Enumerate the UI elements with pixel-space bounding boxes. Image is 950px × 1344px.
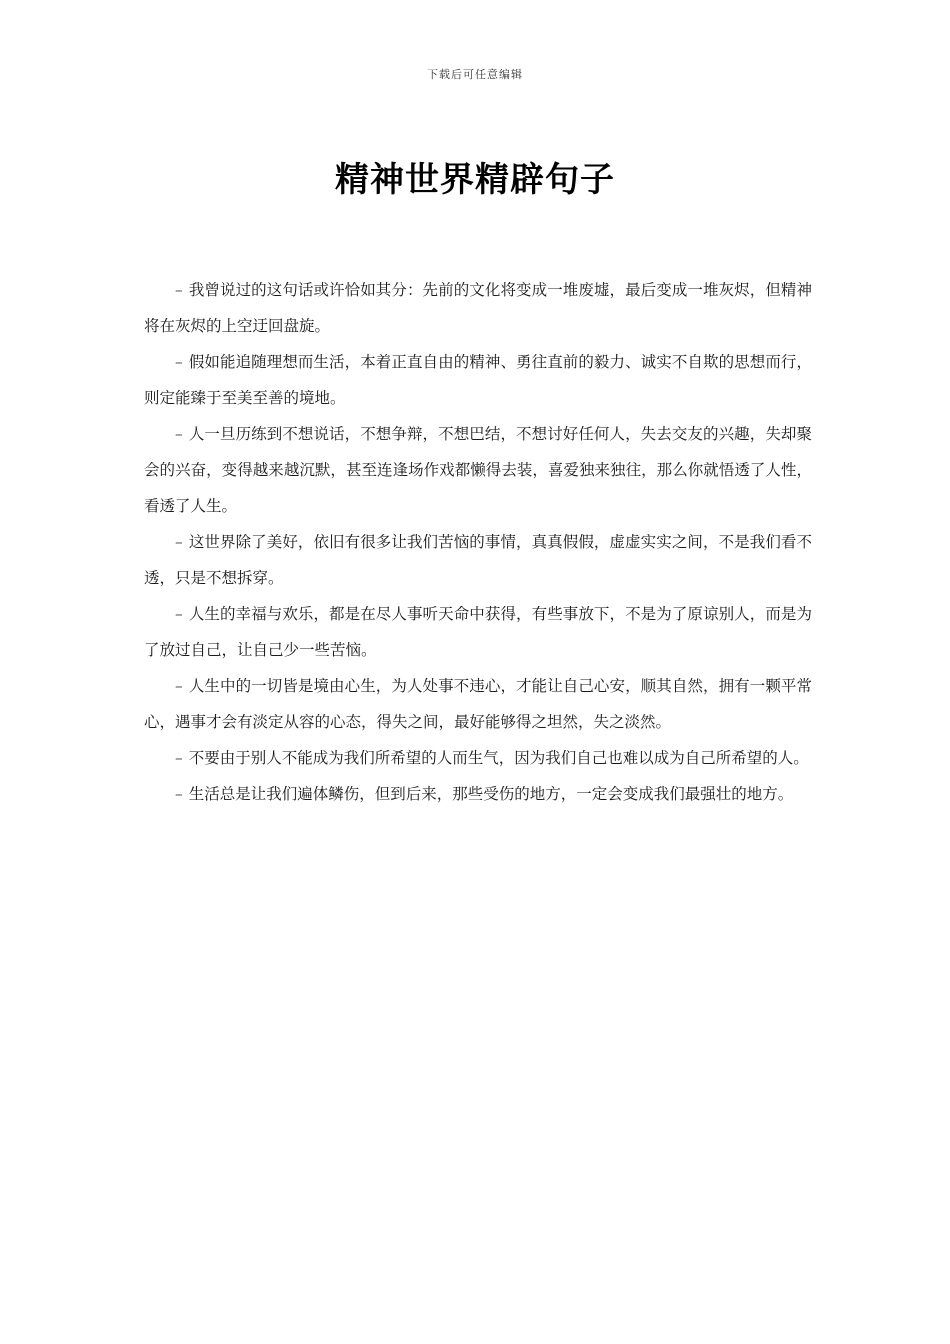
paragraph-text: 假如能追随理想而生活，本着正直自由的精神、勇往直前的毅力、诚实不自欺的思想而行，则定能臻于至美至善的境地。 [144,353,812,407]
paragraph [144,776,812,812]
paragraph [144,416,812,524]
bullet-dash: – [175,605,183,623]
bullet-dash: – [175,677,183,695]
document-title: 精神世界精辟句子 [335,160,615,200]
bullet-dash: – [175,785,183,803]
bullet-dash: – [175,749,183,767]
paragraph [144,596,812,668]
paragraph-text: 生活总是让我们遍体鳞伤，但到后来，那些受伤的地方，一定会变成我们最强壮的地方。 [188,785,794,803]
paragraph-text: 人生中的一切皆是境由心生，为人处事不违心，才能让自己心安，顺其自然，拥有一颗平常心，遇事才会有淡定从容的心态，得失之间，最好能够得之坦然，失之淡然。 [144,677,812,731]
header-note: 下载后可任意编辑 [427,68,523,81]
paragraph-text: 这世界除了美好，依旧有很多让我们苦恼的事情，真真假假，虚虚实实之间，不是我们看不透，只是不想拆穿。 [144,533,812,587]
paragraph [144,272,812,344]
bullet-dash: – [175,353,183,371]
paragraph [144,668,812,740]
paragraph-text: 不要由于别人不能成为我们所希望的人而生气，因为我们自己也难以成为自己所希望的人。 [188,749,809,767]
paragraph [144,740,812,776]
document-body [144,272,812,812]
paragraph [144,524,812,596]
bullet-dash: – [175,281,183,299]
paragraph-text: 我曾说过的这句话或许恰如其分：先前的文化将变成一堆废墟，最后变成一堆灰烬，但精神将在灰烬的上空迂回盘旋。 [144,281,812,335]
paragraph-text: 人生的幸福与欢乐，都是在尽人事听天命中获得，有些事放下，不是为了原谅别人，而是为了放过自己，让自己少一些苦恼。 [144,605,812,659]
bullet-dash: – [175,533,183,551]
paragraph [144,344,812,416]
bullet-dash: – [175,425,183,443]
paragraph-text: 人一旦历练到不想说话，不想争辩，不想巴结，不想讨好任何人，失去交友的兴趣，失却聚会的兴奋，变得越来越沉默，甚至连逢场作戏都懒得去装，喜爱独来独往，那么你就悟透了人性，看透了人生。 [144,425,812,515]
